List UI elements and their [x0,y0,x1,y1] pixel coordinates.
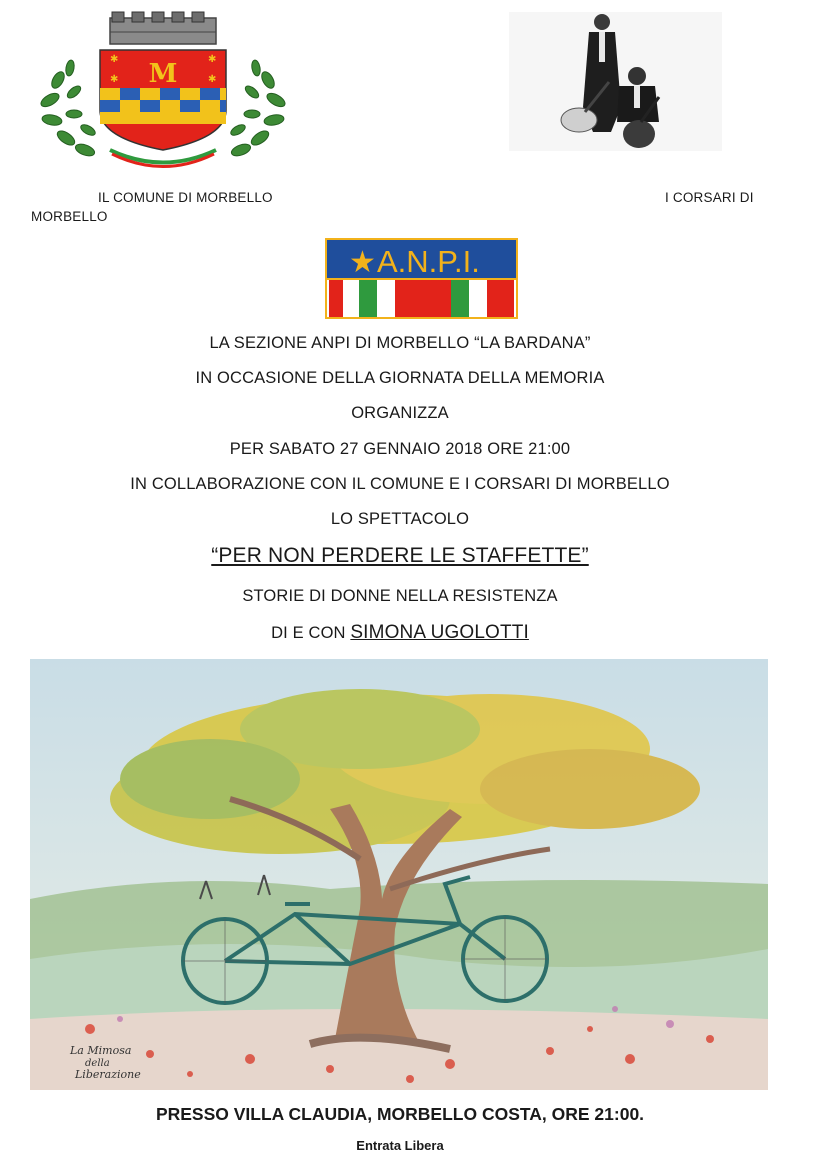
comune-caption: IL COMUNE DI MORBELLO [98,190,273,205]
svg-text:✱: ✱ [110,74,119,85]
credit-prefix: DI E CON [271,624,346,642]
painting-caption-line3: Liberazione [75,1068,141,1081]
show-subtitle: STORIE DI DONNE NELLA RESISTENZA [242,587,558,605]
watercolor-tree-bicycle-painting [30,659,768,1090]
svg-text:✱: ✱ [208,74,217,85]
occasion-line: IN OCCASIONE DELLA GIORNATA DELLA MEMORIA [195,369,605,387]
date-line: PER SABATO 27 GENNAIO 2018 ORE 21:00 [229,440,571,458]
credit-line [0,622,800,644]
spettacolo-line: LO SPETTACOLO [330,510,470,528]
svg-text:✱: ✱ [208,54,217,65]
anpi-logo [325,238,518,319]
venue-line: PRESSO VILLA CLAUDIA, MORBELLO COSTA, ORE 21:00. [155,1104,645,1124]
anpi-section-line: LA SEZIONE ANPI DI MORBELLO “LA BARDANA” [209,334,591,352]
painting-caption-line1: La Mimosa [70,1044,132,1057]
corsari-caption-line1: I CORSARI DI [665,190,754,205]
corsari-caption-line2: MORBELLO [31,209,108,224]
anpi-star-icon: ★ [349,246,376,279]
credit-name: SIMONA UGOLOTTI [350,622,529,643]
corsari-band-photo [509,12,722,151]
show-title: “PER NON PERDERE LE STAFFETTE” [211,544,589,567]
morbello-crest-image [30,10,296,176]
organizza-line: ORGANIZZA [351,404,449,422]
crest-letter: M [148,59,178,89]
anpi-logo-text: A.N.P.I. [377,244,480,279]
collaboration-line: IN COLLABORAZIONE CON IL COMUNE E I CORSARI DI MORBELLO [130,475,670,493]
svg-text:✱: ✱ [110,54,119,65]
painting-caption-line2: della [85,1058,110,1069]
entry-line: Entrata Libera [356,1138,444,1153]
